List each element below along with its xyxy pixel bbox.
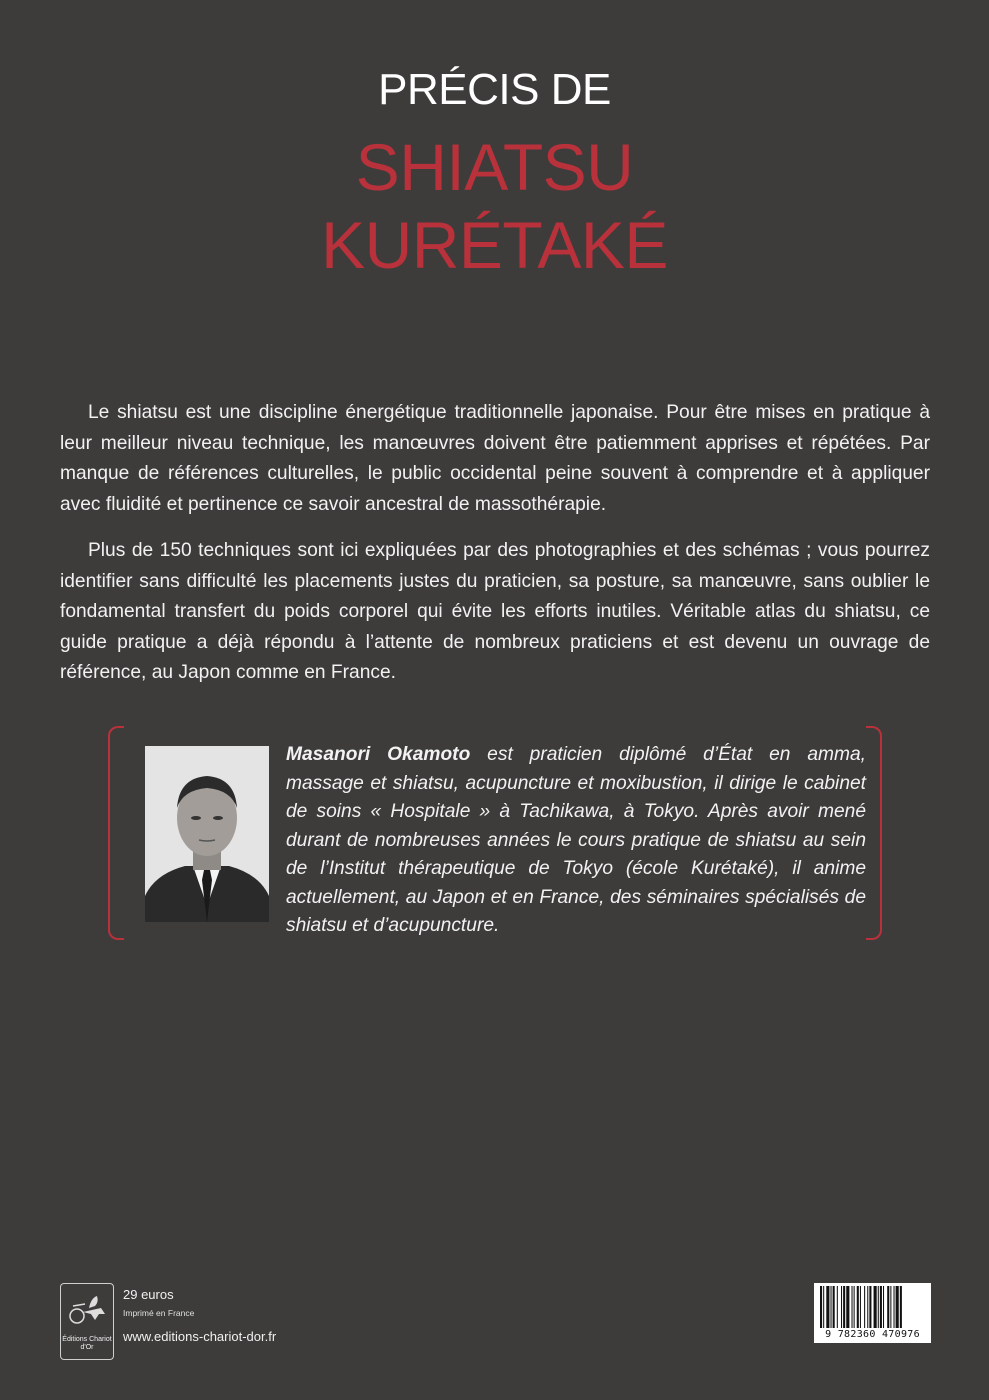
right-bracket-decoration [866,726,882,940]
author-name: Masanori Okamoto [286,744,471,765]
chariot-icon [61,1284,113,1334]
isbn-barcode [814,1283,931,1343]
title-prefix: PRÉCIS DE [378,65,611,114]
author-bio [286,741,866,941]
description-paragraph-2: Plus de 150 techniques sont ici expliquées par des photographies et des schémas ; vous pourrez identifier sans difficulté les placements justes du praticien, sa posture, sa manœuvre, sans oublier le fondamental transfert du poids corporel qui évite les efforts inutiles. Véritable atlas du shiatsu, ce guide pratique a déjà répondu à l’attente de nombreux praticiens et est devenu un ouvrage de référence, au Japon comme en France. [60,540,930,683]
description-paragraph-1: Le shiatsu est une discipline énergétique traditionnelle japonaise. Pour être mises en pratique à leur meilleur niveau technique, les manœuvres doivent être patiemment apprises et répétées. Par manque de références culturelles, le public occidental peine souvent à comprendre et à appliquer avec fluidité et pertinence ce savoir ancestral de massothérapie. [60,402,930,515]
author-bio-box [108,726,882,938]
author-bio-text: est praticien diplômé d’État en amma, massage et shiatsu, acupuncture et moxibustion, il dirige le cabinet de soins « Hospitale » à Tachikawa, à Tokyo. Après avoir mené durant de nombreuses années le cours pratique de shiatsu au sein de l’Institut thérapeutique de Tokyo (école Kurétaké), il anime actuellement, au Japon et en France, des séminaires spécialisés de shiatsu et d’acupuncture. [286,744,866,936]
printed-in: Imprimé en France [123,1308,195,1318]
description [60,398,930,705]
publisher-logo-text: Éditions Chariot d'Or [62,1336,112,1351]
title-subtitle: KURÉTAKÉ [321,208,668,282]
barcode-bars [818,1286,927,1328]
publisher-logo [60,1283,114,1360]
author-photo [145,746,269,922]
isbn-number: 9 782360 470976 [825,1329,920,1340]
price: 29 euros [123,1287,174,1302]
left-bracket-decoration [108,726,124,940]
title-main: SHIATSU [355,130,634,204]
publisher-website: www.editions-chariot-dor.fr [123,1329,277,1344]
title-block [0,62,989,282]
